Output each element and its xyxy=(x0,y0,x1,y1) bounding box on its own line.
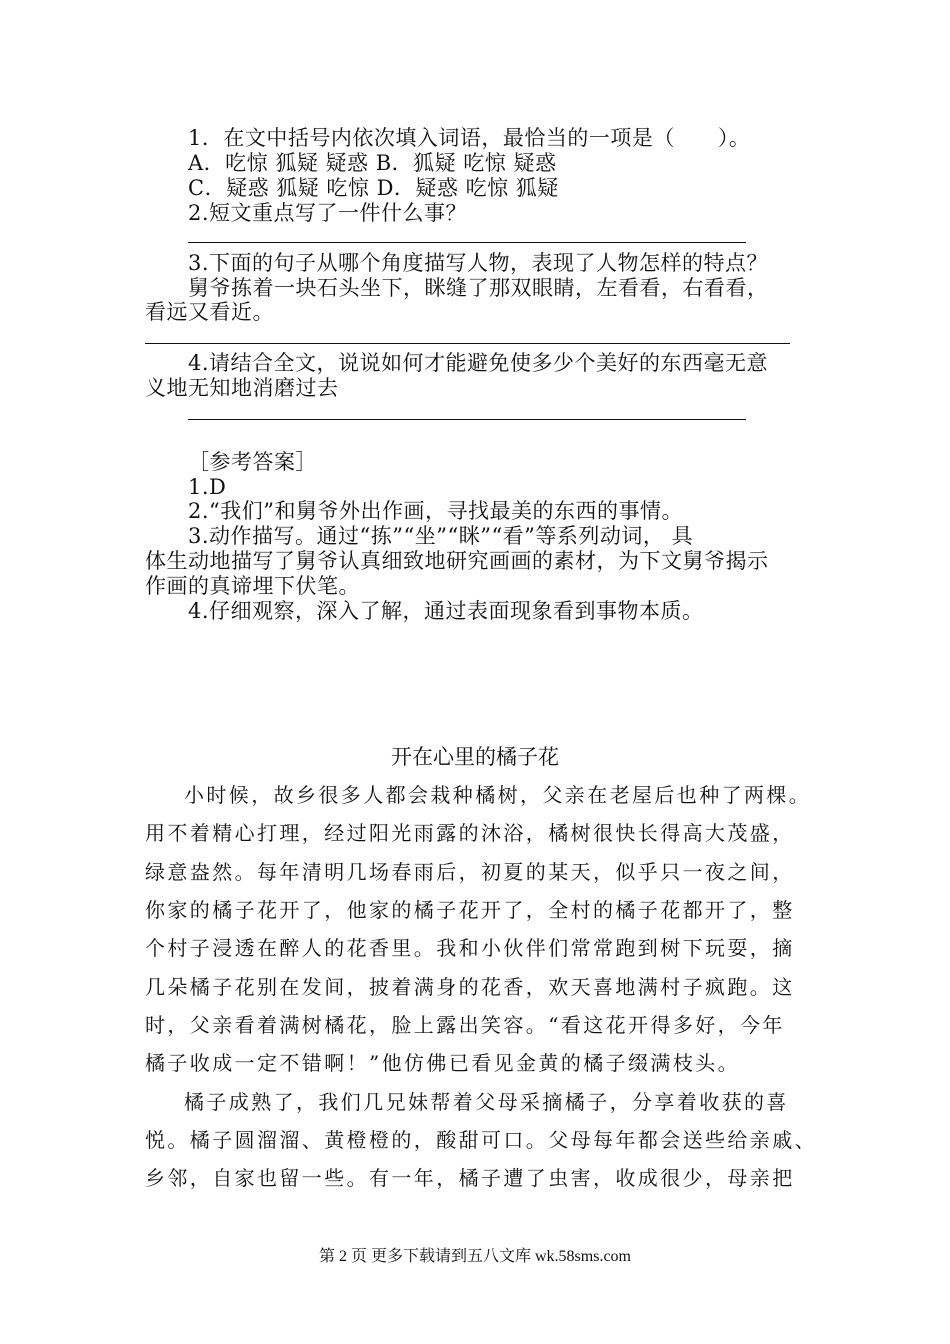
question-3-quote-line-2: 看远又看近。 xyxy=(145,300,274,324)
answer-line-q2 xyxy=(188,242,746,243)
answer-line-q4 xyxy=(188,419,746,420)
question-3-quote-line-1: 舅爷拣着一块石头坐下，眯缝了那双眼睛，左看看，右看看， xyxy=(188,276,769,300)
story-line: 悦。橘子圆溜溜、黄橙橙的，酸甜可口。父母每年都会送些给亲戚、 xyxy=(145,1128,817,1152)
answer-3-line-2: 体生动地描写了舅爷认真细致地研究画画的素材，为下文舅爷揭示 xyxy=(145,549,769,573)
answers-heading: ［参考答案］ xyxy=(188,450,317,474)
answer-3-line-3: 作画的真谛埋下伏笔。 xyxy=(145,574,360,598)
story-line: 几朵橘子花别在发间，披着满身的花香，欢天喜地满村子疯跑。这 xyxy=(145,975,795,999)
story-line: 绿意盎然。每年清明几场春雨后，初夏的某天，似乎只一夜之间， xyxy=(145,860,795,884)
story-line: 个村子浸透在醉人的花香里。我和小伙伴们常常跑到树下玩耍，摘 xyxy=(145,936,795,960)
question-1-options-ab: A．吃惊 狐疑 疑惑 B．狐疑 吃惊 疑惑 xyxy=(188,151,557,175)
question-3: 3.下面的句子从哪个角度描写人物，表现了人物怎样的特点？ xyxy=(188,251,769,275)
answer-3-line-1: 3.动作描写。通过“拣”“坐”“眯”“看”等系列动词， 具 xyxy=(188,524,694,548)
answer-line-q3 xyxy=(145,343,790,344)
question-2: 2.短文重点写了一件什么事？ xyxy=(188,201,468,225)
answer-1: 1.D xyxy=(188,475,227,499)
story-line: 用不着精心打理，经过阳光雨露的沐浴，橘树很快长得高大茂盛， xyxy=(145,821,795,845)
question-4-line-2: 义地无知地消磨过去 xyxy=(145,376,339,400)
story-line: 你家的橘子花开了，他家的橘子花开了，全村的橘子花都开了，整 xyxy=(145,898,795,922)
story-line: 橘子收成一定不错啊！”他仿佛已看见金黄的橘子缀满枝头。 xyxy=(145,1051,741,1075)
question-1-options-cd: C．疑惑 狐疑 吃惊 D．疑惑 吃惊 狐疑 xyxy=(188,176,559,200)
story-line: 乡邻，自家也留一些。有一年，橘子遭了虫害，收成很少，母亲把 xyxy=(145,1166,795,1190)
question-4-line-1: 4.请结合全文，说说如何才能避免使多少个美好的东西毫无意 xyxy=(188,351,769,375)
story-line: 时，父亲看着满树橘花，脸上露出笑容。“看这花开得多好，今年 xyxy=(145,1013,785,1037)
story-title: 开在心里的橘子花 xyxy=(391,745,559,769)
page-footer: 第 2 页 更多下载请到五八文库 wk.58sms.com xyxy=(318,1248,631,1265)
answer-4: 4.仔细观察，深入了解，通过表面现象看到事物本质。 xyxy=(188,599,704,623)
answer-2: 2.“我们”和舅爷外出作画，寻找最美的东西的事情。 xyxy=(188,499,684,523)
story-line: 橘子成熟了，我们几兄妹帮着父母采摘橘子，分享着收获的喜 xyxy=(184,1090,789,1114)
story-line: 小时候，故乡很多人都会栽种橘树，父亲在老屋后也种了两棵。 xyxy=(184,783,812,807)
question-1: 1．在文中括号内依次填入词语，最恰当的一项是（ ）。 xyxy=(188,126,751,150)
